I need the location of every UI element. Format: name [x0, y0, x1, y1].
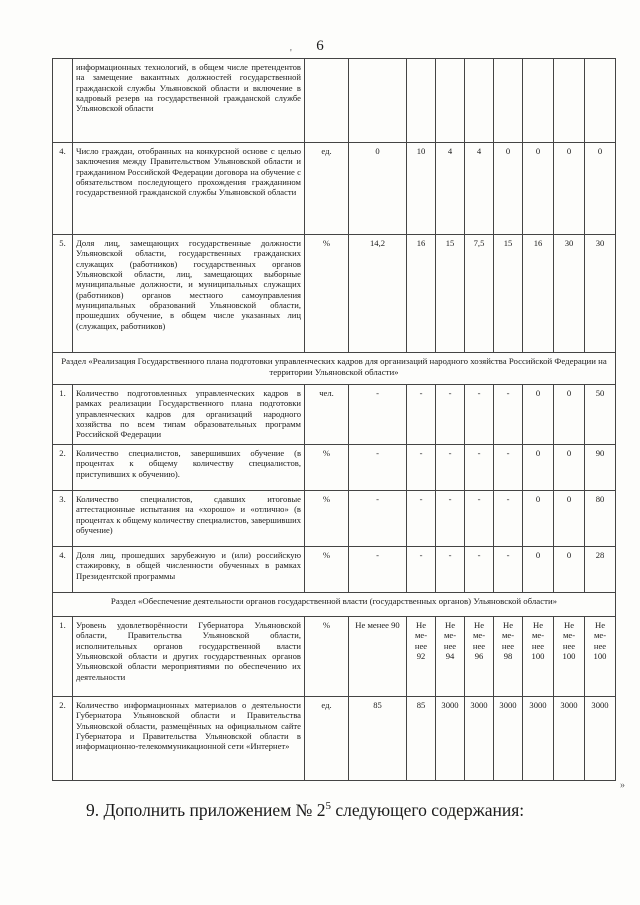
value-cell [494, 59, 523, 143]
value-cell: - [494, 491, 523, 547]
value-cell: 0 [523, 547, 554, 593]
indicator-name: информационных технологий, в общем числе претендентов на замещение вакантных должностей государственной гражданской службы Ульяновской области и включение в кадровый резерв на государственной гражданской службе Ульяновской области [73, 59, 305, 143]
value-cell [436, 59, 465, 143]
value-cell: - [436, 491, 465, 547]
row-number [53, 59, 73, 143]
table-row [53, 445, 616, 491]
value-cell: 0 [523, 491, 554, 547]
value-cell: - [436, 547, 465, 593]
value-cell: - [436, 445, 465, 491]
value-cell: Не ме-нее 98 [494, 617, 523, 697]
indicator-name: Количество специалистов, завершивших обучение (в процентах к общему количеству специалистов, приступивших к обучению). [73, 445, 305, 491]
table-row [53, 491, 616, 547]
value-cell: Не ме-нее 92 [407, 617, 436, 697]
value-cell: Не менее 90 [349, 617, 407, 697]
value-cell: 0 [554, 491, 585, 547]
section-title: Раздел «Реализация Государственного плана подготовки управленческих кадров для организаций народного хозяйства Российской Федерации на территории Ульяновской области» [53, 353, 616, 385]
row-number: 1. [53, 385, 73, 445]
value-cell [554, 59, 585, 143]
value-cell: 0 [523, 445, 554, 491]
value-cell: 85 [407, 697, 436, 781]
value-cell: 3000 [494, 697, 523, 781]
table-row [53, 143, 616, 235]
unit-cell: ед. [305, 143, 349, 235]
table-row [53, 617, 616, 697]
value-cell: 16 [407, 235, 436, 353]
indicator-name: Уровень удовлетворённости Губернатора Ульяновской области, Правительства Ульяновской области, исполнительных органов государственной власти Ульяновской области и других государственных органов Ульяновской области мероприятиями по обеспечению их деятельности [73, 617, 305, 697]
value-cell: 0 [523, 385, 554, 445]
value-cell: 85 [349, 697, 407, 781]
row-number: 3. [53, 491, 73, 547]
value-cell: 14,2 [349, 235, 407, 353]
value-cell: - [349, 547, 407, 593]
value-cell: - [494, 547, 523, 593]
value-cell: 0 [494, 143, 523, 235]
footer-text: 9. Дополнить приложением № 2 [86, 800, 326, 820]
value-cell: - [349, 491, 407, 547]
value-cell: - [465, 385, 494, 445]
indicator-name: Доля лиц, замещающих государственные должности Ульяновской области, государственных гражданских служащих (работников) государственных органов Ульяновской области, лиц, замещающих выборные муниципальные должности, и муниципальных служащих (работников) органов местного самоуправления муниципальных образований Ульяновской области, прошедших обучение, в общем числе указанных лиц (служащих, работников) [73, 235, 305, 353]
unit-cell: % [305, 491, 349, 547]
value-cell: - [349, 385, 407, 445]
row-number: 1. [53, 617, 73, 697]
row-number: 4. [53, 143, 73, 235]
value-cell: 7,5 [465, 235, 494, 353]
value-cell: 16 [523, 235, 554, 353]
value-cell: 28 [585, 547, 616, 593]
indicator-name: Число граждан, отобранных на конкурсной основе с целью заключения между Правительством Ульяновской области и гражданином Российской Федерации договора на обучение с обязательством последующего прохождения гражданином государственной гражданской службы Ульяновской области [73, 143, 305, 235]
value-cell: 30 [585, 235, 616, 353]
value-cell: 0 [523, 143, 554, 235]
value-cell [407, 59, 436, 143]
unit-cell: % [305, 445, 349, 491]
value-cell [349, 59, 407, 143]
value-cell: 90 [585, 445, 616, 491]
table-row [53, 235, 616, 353]
value-cell: Не ме-нее 94 [436, 617, 465, 697]
value-cell: 3000 [465, 697, 494, 781]
section-row [53, 593, 616, 617]
value-cell: - [494, 385, 523, 445]
scan-mark: » [620, 780, 625, 791]
indicators-table [52, 58, 616, 781]
value-cell: - [465, 491, 494, 547]
value-cell: 0 [554, 445, 585, 491]
table-row [53, 547, 616, 593]
page-number: 6 [316, 38, 324, 54]
value-cell: 3000 [436, 697, 465, 781]
table-row [53, 59, 616, 143]
value-cell: - [349, 445, 407, 491]
value-cell: 80 [585, 491, 616, 547]
value-cell: Не ме-нее 100 [554, 617, 585, 697]
value-cell: Не ме-нее 96 [465, 617, 494, 697]
row-number: 5. [53, 235, 73, 353]
table-row [53, 697, 616, 781]
value-cell [585, 59, 616, 143]
value-cell: - [407, 385, 436, 445]
unit-cell [305, 59, 349, 143]
unit-cell: чел. [305, 385, 349, 445]
value-cell: - [494, 445, 523, 491]
footer-instruction [86, 800, 524, 821]
row-number: 4. [53, 547, 73, 593]
value-cell: 0 [554, 547, 585, 593]
value-cell: - [465, 445, 494, 491]
value-cell: - [407, 547, 436, 593]
scan-mark: ' [290, 48, 292, 59]
value-cell: 0 [585, 143, 616, 235]
value-cell: - [465, 547, 494, 593]
footer-superscript: 5 [325, 800, 331, 813]
value-cell: 30 [554, 235, 585, 353]
unit-cell: % [305, 617, 349, 697]
value-cell: 0 [554, 385, 585, 445]
value-cell: 3000 [554, 697, 585, 781]
unit-cell: % [305, 547, 349, 593]
value-cell: 3000 [523, 697, 554, 781]
value-cell: 4 [436, 143, 465, 235]
indicator-name: Доля лиц, прошедших зарубежную и (или) российскую стажировку, в общей численности обученных в рамках Президентской программы [73, 547, 305, 593]
value-cell: - [407, 491, 436, 547]
value-cell: 3000 [585, 697, 616, 781]
value-cell: 0 [349, 143, 407, 235]
value-cell: 0 [554, 143, 585, 235]
indicator-name: Количество информационных материалов о деятельности Губернатора Ульяновской области и Правительства Ульяновской области, размещённых на официальном сайте Губернатора и Правительства Ульяновской области в информационно-телекоммуникационной сети «Интернет» [73, 697, 305, 781]
value-cell: 15 [494, 235, 523, 353]
value-cell: 4 [465, 143, 494, 235]
value-cell: - [436, 385, 465, 445]
row-number: 2. [53, 445, 73, 491]
value-cell: Не ме-нее 100 [523, 617, 554, 697]
section-row [53, 353, 616, 385]
value-cell: Не ме-нее 100 [585, 617, 616, 697]
value-cell: 15 [436, 235, 465, 353]
unit-cell: ед. [305, 697, 349, 781]
unit-cell: % [305, 235, 349, 353]
section-title: Раздел «Обеспечение деятельности органов государственной власти (государственных органов) Ульяновской области» [53, 593, 616, 617]
indicator-name: Количество специалистов, сдавших итоговые аттестационные испытания на «хорошо» и «отлично» (в процентах к общему количеству специалистов, завершивших обучение) [73, 491, 305, 547]
value-cell: - [407, 445, 436, 491]
footer-text-end: следующего содержания: [330, 800, 525, 820]
value-cell: 10 [407, 143, 436, 235]
value-cell [523, 59, 554, 143]
table-row [53, 385, 616, 445]
value-cell [465, 59, 494, 143]
value-cell: 50 [585, 385, 616, 445]
indicator-name: Количество подготовленных управленческих кадров в рамках реализации Государственного плана подготовки управленческих кадров для организаций народного хозяйства по всем типам образовательных программ Российской Федерации [73, 385, 305, 445]
row-number: 2. [53, 697, 73, 781]
